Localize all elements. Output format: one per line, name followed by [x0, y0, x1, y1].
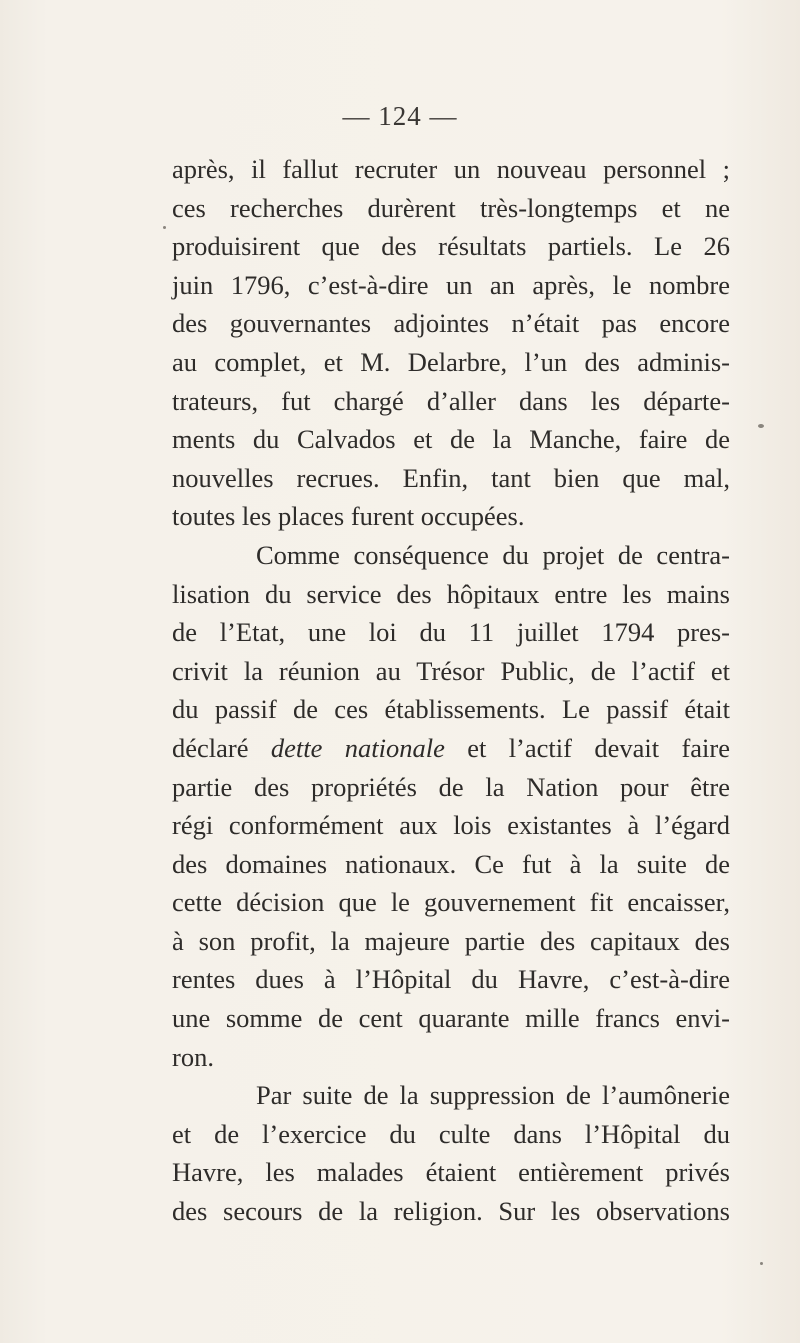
text-line: à son profit, la majeure partie des capitaux des	[172, 925, 730, 956]
text-line: Comme conséquence du projet de centra-	[256, 539, 730, 570]
text-line: nouvelles recrues. Enfin, tant bien que mal,	[172, 462, 730, 493]
text-line: trateurs, fut chargé d’aller dans les départe-	[172, 385, 730, 416]
text-line: de l’Etat, une loi du 11 juillet 1794 pres-	[172, 617, 730, 648]
text-line: des gouvernantes adjointes n’était pas encore	[172, 308, 730, 339]
text-line: rentes dues à l’Hôpital du Havre, c’est-à-dire	[172, 964, 730, 995]
body-text	[172, 150, 730, 1231]
text-line: produisirent que des résultats partiels. Le 26	[172, 231, 730, 262]
paper-speck	[760, 1262, 763, 1265]
text-line: ments du Calvados et de la Manche, faire de	[172, 424, 730, 455]
italic-phrase: dette nationale	[270, 732, 445, 763]
text-line: du passif de ces établissements. Le passif était	[172, 694, 730, 725]
text-line: au complet, et M. Delarbre, l’un des adminis-	[172, 346, 730, 377]
paper-speck	[163, 226, 166, 229]
text-line: régi conformément aux lois existantes à l’égard	[172, 810, 730, 841]
text-line: des domaines nationaux. Ce fut à la suite de	[172, 848, 730, 879]
text-line: cette décision que le gouvernement fit encaisser,	[172, 887, 730, 918]
text-line: et de l’exercice du culte dans l’Hôpital du	[172, 1118, 730, 1149]
text-line: ron.	[172, 1041, 214, 1072]
text-line: ces recherches durèrent très-longtemps et ne	[172, 192, 730, 223]
text-line: une somme de cent quarante mille francs envi-	[172, 1003, 730, 1034]
page-number: — 124 —	[342, 101, 458, 131]
text-line: Havre, les malades étaient entièrement privés	[172, 1157, 730, 1188]
text-line: partie des propriétés de la Nation pour être	[172, 771, 730, 802]
text-line: toutes les places furent occupées.	[172, 501, 525, 532]
text-line-with-italic	[172, 729, 730, 768]
text-line: Par suite de la suppression de l’aumônerie	[256, 1080, 730, 1111]
text-line: après, il fallut recruter un nouveau personnel ;	[172, 154, 730, 184]
text-segment: et l’actif devait faire	[444, 732, 730, 763]
text-line: crivit la réunion au Trésor Public, de l’actif et	[172, 655, 730, 686]
paper-speck	[758, 424, 764, 428]
text-line: lisation du service des hôpitaux entre les mains	[172, 578, 730, 609]
text-line: juin 1796, c’est-à-dire un an après, le nombre	[172, 269, 730, 300]
text-segment: déclaré	[172, 732, 271, 763]
text-line: des secours de la religion. Sur les observations	[172, 1196, 730, 1227]
